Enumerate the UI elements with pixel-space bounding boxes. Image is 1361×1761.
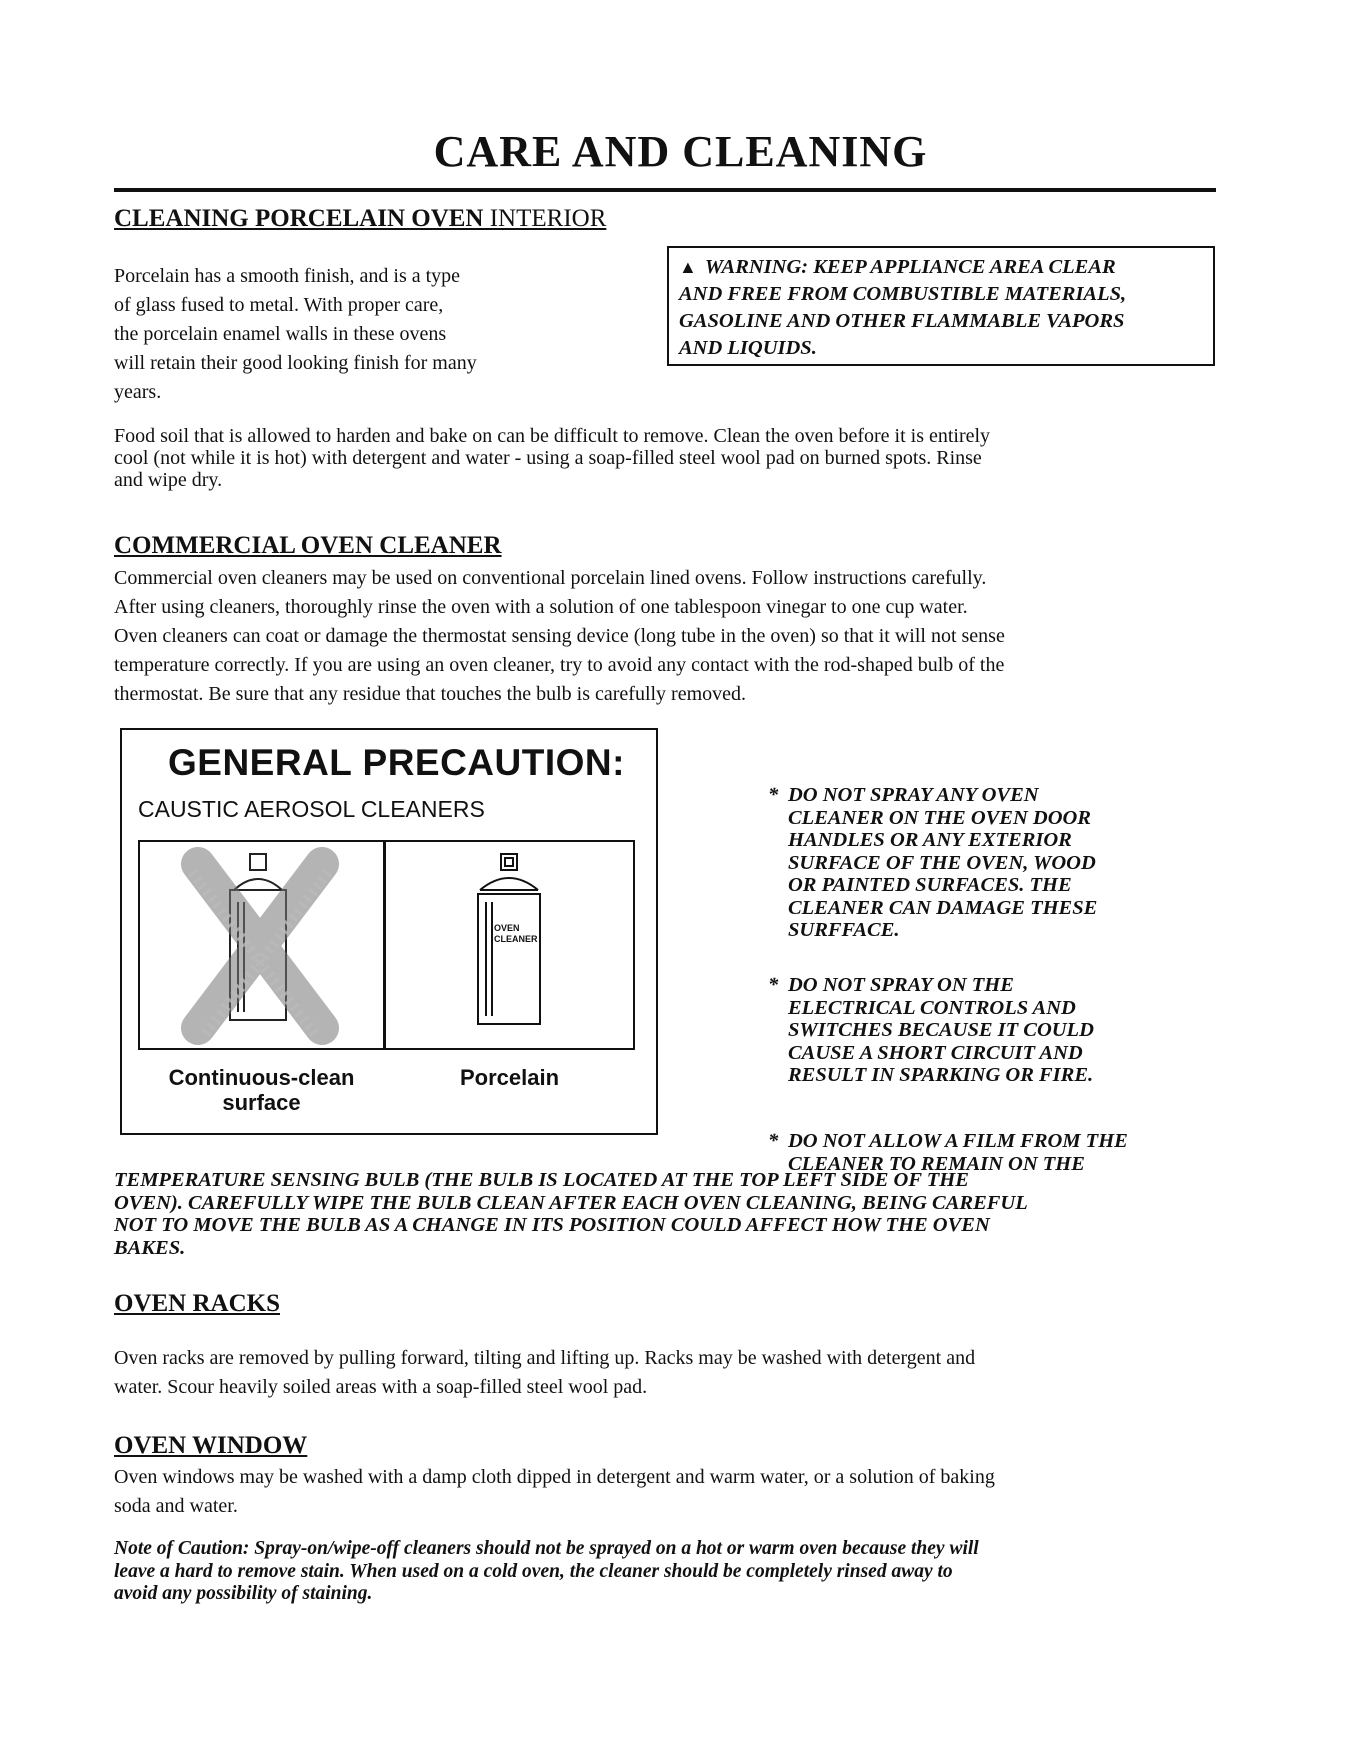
bullet-line: CLEANER CAN DAMAGE THESE <box>788 896 1098 919</box>
bullet-line: DO NOT SPRAY ANY OVEN <box>788 784 1039 806</box>
commercial-line: After using cleaners, thoroughly rinse the oven with a solution of one tablespoon vinegar to one cup water. <box>114 596 968 618</box>
bullet-star: * <box>768 1130 779 1152</box>
food-soil-paragraph <box>114 425 1234 491</box>
crossed-spray-can-icon <box>140 842 383 1048</box>
porcelain-heading-light: INTERIOR <box>483 205 607 232</box>
warning-line: WARNING: KEEP APPLIANCE AREA CLEAR <box>704 256 1116 278</box>
food-soil-line: cool (not while it is hot) with detergent and water - using a soap-filled steel wool pad on burned spots. Rinse <box>114 447 982 469</box>
caution-line: leave a hard to remove stain. When used on a cold oven, the cleaner should be completely rinsed away to <box>114 1560 953 1582</box>
bullet-line: DO NOT SPRAY ON THE <box>788 974 1014 996</box>
warning-line: GASOLINE AND OTHER FLAMMABLE VAPORS <box>679 310 1125 332</box>
bullet-star: * <box>768 784 779 806</box>
commercial-paragraph <box>114 564 1234 709</box>
warning-triangle-icon: ▲ <box>679 257 697 277</box>
food-soil-line: Food soil that is allowed to harden and bake on can be difficult to remove. Clean the oven before it is entirely <box>114 425 991 447</box>
bullet-item <box>768 974 1238 1087</box>
bullet-line: ELECTRICAL CONTROLS AND <box>788 996 1076 1019</box>
bullet-line: SURFACE OF THE OVEN, WOOD <box>788 851 1096 874</box>
porcelain-panel <box>384 840 635 1050</box>
bullet-line: SWITCHES BECAUSE IT COULD <box>788 1019 1094 1041</box>
oven-racks-paragraph <box>114 1344 1234 1402</box>
porcelain-intro-line: the porcelain enamel walls in these ovens <box>114 323 447 345</box>
porcelain-intro-line: Porcelain has a smooth finish, and is a type <box>114 265 461 287</box>
bullet-item <box>768 784 1238 942</box>
caution-note <box>114 1538 1224 1606</box>
commercial-line: Commercial oven cleaners may be used on conventional porcelain lined ovens. Follow instructions carefully. <box>114 567 987 589</box>
caption-line: surface <box>222 1090 301 1115</box>
porcelain-intro-line: years. <box>114 381 162 403</box>
porcelain-intro <box>114 262 634 407</box>
bullet-line: CLEANER ON THE OVEN DOOR <box>788 806 1091 829</box>
continuation-line: BAKES. <box>114 1236 186 1259</box>
oven-cleaner-can-icon <box>386 842 633 1048</box>
general-precaution-box <box>120 728 658 1135</box>
continuation-line: TEMPERATURE SENSING BULB (THE BULB IS LOCATED AT THE TOP LEFT SIDE OF THE <box>114 1169 969 1191</box>
oven-window-heading: OVEN WINDOW <box>114 1432 308 1459</box>
porcelain-heading <box>114 205 606 233</box>
bullet-line: DO NOT ALLOW A FILM FROM THE <box>788 1130 1128 1152</box>
warning-line: AND LIQUIDS. <box>679 337 817 359</box>
can-label: OVEN CLEANER <box>494 923 538 944</box>
title-divider <box>114 188 1216 192</box>
warning-line: AND FREE FROM COMBUSTIBLE MATERIALS, <box>679 283 1127 305</box>
warning-box <box>667 246 1215 366</box>
oven-racks-heading: OVEN RACKS <box>114 1290 280 1317</box>
caption-line: Continuous-clean <box>168 1065 355 1090</box>
bullet-line: CAUSE A SHORT CIRCUIT AND <box>788 1041 1083 1064</box>
commercial-line: temperature correctly. If you are using an oven cleaner, try to avoid any contact with the rod-shaped bulb of the <box>114 654 1005 676</box>
bullet-line: SURFFACE. <box>788 919 900 941</box>
bullet-star: * <box>768 974 779 996</box>
oven-window-paragraph <box>114 1463 1234 1521</box>
continuous-clean-panel <box>138 840 385 1050</box>
precaution-title: GENERAL PRECAUTION: <box>168 742 625 783</box>
food-soil-line: and wipe dry. <box>114 469 223 491</box>
porcelain-caption: Porcelain <box>459 1065 560 1090</box>
caution-line: Note of Caution: Spray-on/wipe-off cleaners should not be sprayed on a hot or warm oven because they will <box>114 1538 979 1559</box>
continuation-line: OVEN). CAREFULLY WIPE THE BULB CLEAN AFTER EACH OVEN CLEANING, BEING CAREFUL <box>114 1191 1028 1214</box>
caution-line: avoid any possibility of staining. <box>114 1583 373 1604</box>
porcelain-heading-bold: CLEANING PORCELAIN OVEN <box>114 205 484 232</box>
racks-line: Oven racks are removed by pulling forward, tilting and lifting up. Racks may be washed with detergent and <box>114 1347 976 1369</box>
racks-line: water. Scour heavily soiled areas with a soap-filled steel wool pad. <box>114 1376 648 1398</box>
window-line: Oven windows may be washed with a damp cloth dipped in detergent and warm water, or a solution of baking <box>114 1466 995 1488</box>
bullet-line: RESULT IN SPARKING OR FIRE. <box>788 1064 1094 1086</box>
bullet-line: HANDLES OR ANY EXTERIOR <box>788 829 1072 851</box>
commercial-heading: COMMERCIAL OVEN CLEANER <box>114 532 502 559</box>
bulb-warning-continuation <box>114 1169 1224 1259</box>
window-line: soda and water. <box>114 1495 238 1517</box>
bullet-line: CLEANER TO REMAIN ON THE <box>788 1152 1085 1175</box>
continuation-line: NOT TO MOVE THE BULB AS A CHANGE IN ITS POSITION COULD AFFECT HOW THE OVEN <box>114 1214 990 1236</box>
bullet-line: OR PAINTED SURFACES. THE <box>788 874 1072 896</box>
commercial-line: Oven cleaners can coat or damage the thermostat sensing device (long tube in the oven) so that it will not sense <box>114 625 1005 647</box>
porcelain-intro-line: will retain their good looking finish for many <box>114 352 477 374</box>
porcelain-intro-line: of glass fused to metal. With proper care, <box>114 294 444 316</box>
commercial-line: thermostat. Be sure that any residue that touches the bulb is carefully removed. <box>114 683 747 705</box>
page-title: CARE AND CLEANING <box>433 127 928 176</box>
precaution-subtitle: CAUSTIC AEROSOL CLEANERS <box>138 796 485 822</box>
continuous-clean-caption <box>138 1065 385 1115</box>
